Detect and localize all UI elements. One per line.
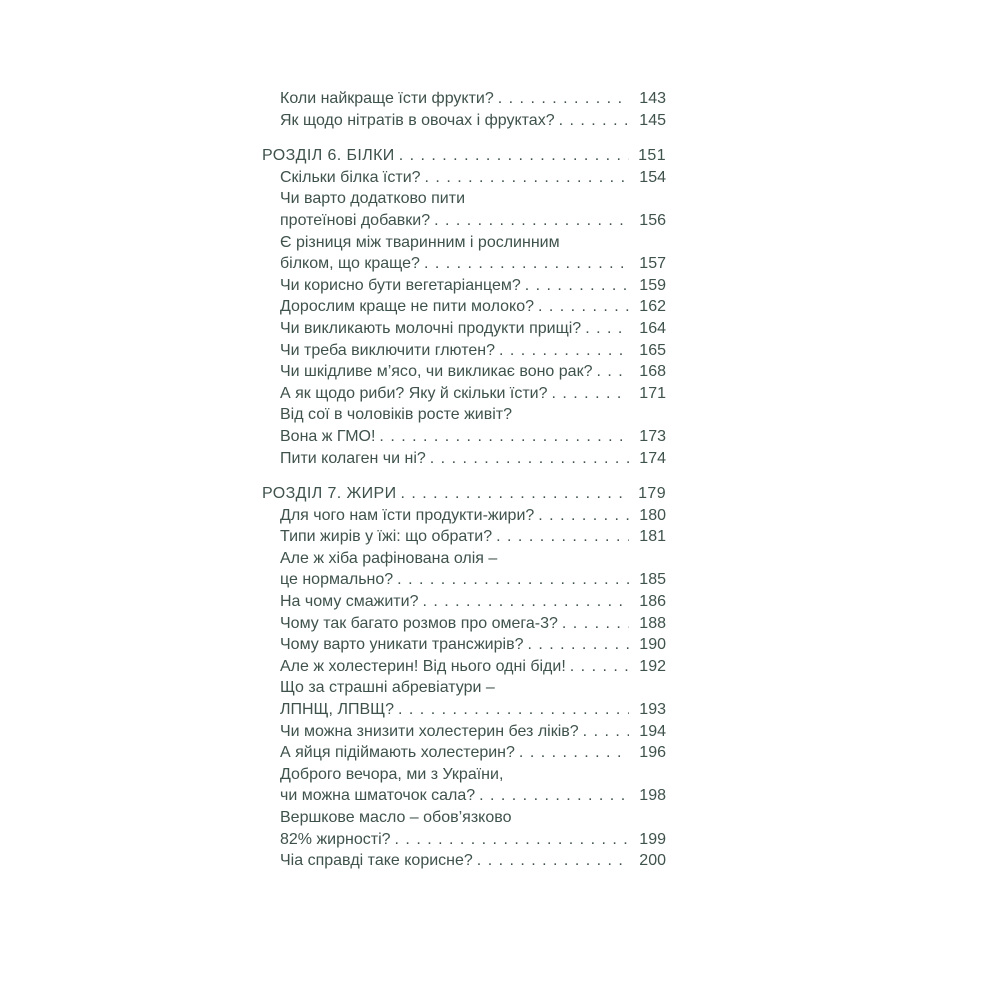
toc-entry-title: Є різниця між тваринним і рослинним <box>280 233 560 251</box>
dot-leader <box>596 361 629 383</box>
toc-line <box>262 210 666 232</box>
dot-leader <box>570 656 629 678</box>
toc-page-number: 164 <box>639 319 666 337</box>
dot-leader <box>538 505 629 527</box>
toc-line <box>262 361 666 383</box>
toc-entry-title: Вона ж ГМО! <box>280 427 376 445</box>
toc-entry-title: Що за страшні абревіатури – <box>280 679 495 697</box>
toc-line <box>262 721 666 743</box>
toc-page-number: 174 <box>639 449 666 467</box>
dot-leader <box>434 210 629 232</box>
toc-page-number: 171 <box>639 384 666 402</box>
toc-chapter-heading <box>262 145 666 167</box>
toc-entry-title: Чи викликають молочні продукти прищі? <box>280 319 582 337</box>
toc-entry-title: На чому смажити? <box>280 593 419 611</box>
toc-chapter-heading <box>262 483 666 505</box>
dot-leader <box>477 850 629 872</box>
toc-page-number: 194 <box>639 722 666 740</box>
dot-leader <box>583 721 629 743</box>
toc-page-number: 199 <box>639 830 666 848</box>
toc-line <box>262 318 666 340</box>
toc-line <box>262 656 666 678</box>
dot-leader <box>430 448 629 470</box>
toc-chapter-title: РОЗДІЛ 6. БІЛКИ <box>262 147 395 165</box>
toc-page-number: 200 <box>639 852 666 870</box>
dot-leader <box>424 253 629 275</box>
toc-page-number: 186 <box>639 593 666 611</box>
dot-leader <box>562 613 629 635</box>
dot-leader <box>401 483 630 505</box>
dot-leader <box>425 167 629 189</box>
toc-entry-title: білком, що краще? <box>280 255 420 273</box>
dot-leader <box>397 569 629 591</box>
toc-line <box>262 404 666 426</box>
toc-page-number: 179 <box>638 485 666 503</box>
toc-entry-title: Дорослим краще не пити молоко? <box>280 298 534 316</box>
toc-entry-title: Чому так багато розмов про омега-3? <box>280 614 558 632</box>
toc-page-number: 165 <box>639 341 666 359</box>
toc-entry-title: 82% жирності? <box>280 830 391 848</box>
toc-line <box>262 296 666 318</box>
toc-line <box>262 426 666 448</box>
toc-page-number: 192 <box>639 657 666 675</box>
toc-list <box>262 88 666 872</box>
toc-line <box>262 110 666 132</box>
dot-leader <box>525 275 629 297</box>
toc-page-number: 173 <box>639 427 666 445</box>
toc-line <box>262 807 666 829</box>
toc-page-number: 157 <box>639 255 666 273</box>
dot-leader <box>379 426 629 448</box>
toc-line <box>262 569 666 591</box>
toc-page-number: 181 <box>639 528 666 546</box>
toc-entry-title: Чи треба виключити глютен? <box>280 341 495 359</box>
toc-line <box>262 448 666 470</box>
toc-line <box>262 505 666 527</box>
toc-entry-title: Для чого нам їсти продукти-жири? <box>280 506 535 524</box>
toc-page-number: 143 <box>639 90 666 107</box>
toc-line <box>262 699 666 721</box>
toc-chapter-title: РОЗДІЛ 7. ЖИРИ <box>262 485 397 503</box>
toc-entry-title: Від сої в чоловіків росте живіт? <box>280 406 512 424</box>
toc-line <box>262 167 666 189</box>
dot-leader <box>499 340 629 362</box>
toc-page-number: 145 <box>639 111 666 129</box>
toc-entry-title: Але ж холестерин! Від нього одні біди! <box>280 657 566 675</box>
toc-line <box>262 829 666 851</box>
toc-entry-title: Чи корисно бути вегетаріанцем? <box>280 276 521 294</box>
toc-page-number: 196 <box>639 744 666 762</box>
dot-leader <box>398 699 629 721</box>
dot-leader <box>552 383 630 405</box>
toc-entry-title: ЛПНЩ, ЛПВЩ? <box>280 701 395 719</box>
toc-page-number: 156 <box>639 211 666 229</box>
toc-line <box>262 785 666 807</box>
toc-entry-title: Скільки білка їсти? <box>280 168 421 186</box>
toc-entry-title: Доброго вечора, ми з України, <box>280 765 504 783</box>
toc-page-number: 198 <box>639 787 666 805</box>
toc-line <box>262 383 666 405</box>
toc-page-number: 193 <box>639 701 666 719</box>
toc-line <box>262 764 666 786</box>
toc-entry-title: Як щодо нітратів в овочах і фруктах? <box>280 111 555 129</box>
toc-entry-title: А яйця підіймають холестерин? <box>280 744 515 762</box>
toc-line <box>262 253 666 275</box>
toc-entry-title: Типи жирів у їжі: що обрати? <box>280 528 493 546</box>
toc-entry-title: Пити колаген чи ні? <box>280 449 426 467</box>
dot-leader <box>559 110 629 132</box>
toc-line <box>262 548 666 570</box>
toc-entry-title: Чому варто уникати трансжирів? <box>280 636 524 654</box>
toc-line <box>262 850 666 872</box>
toc-line <box>262 526 666 548</box>
dot-leader <box>498 88 629 110</box>
toc-page-number: 159 <box>639 276 666 294</box>
toc-entry-title: чи можна шматочок сала? <box>280 787 476 805</box>
toc-entry-title: Чи можна знизити холестерин без ліків? <box>280 722 579 740</box>
toc-line <box>262 88 666 110</box>
dot-leader <box>519 742 629 764</box>
dot-leader <box>585 318 629 340</box>
toc-entry-title: Чи шкідливе м’ясо, чи викликає воно рак? <box>280 363 593 381</box>
dot-leader <box>399 145 629 167</box>
toc-entry-title: це нормально? <box>280 571 394 589</box>
toc-line <box>262 677 666 699</box>
toc-page-number: 185 <box>639 571 666 589</box>
toc-line <box>262 613 666 635</box>
toc-line <box>262 634 666 656</box>
dot-leader <box>479 785 629 807</box>
toc-line <box>262 188 666 210</box>
dot-leader <box>496 526 629 548</box>
toc-page-number: 162 <box>639 298 666 316</box>
toc-entry-title: Чіа справді таке корисне? <box>280 852 473 870</box>
toc-page-number: 180 <box>639 506 666 524</box>
toc-page-number: 168 <box>639 363 666 381</box>
toc-page-number: 188 <box>639 614 666 632</box>
toc-entry-title: Вершкове масло – обов’язково <box>280 809 512 826</box>
toc-line <box>262 340 666 362</box>
toc-entry-title: протеїнові добавки? <box>280 211 431 229</box>
toc-line <box>262 232 666 254</box>
dot-leader <box>395 829 629 851</box>
toc-line <box>262 591 666 613</box>
toc-page-number: 151 <box>638 147 666 165</box>
toc-entry-title: А як щодо риби? Яку й скільки їсти? <box>280 384 548 402</box>
dot-leader <box>422 591 629 613</box>
toc-page-number: 154 <box>639 168 666 186</box>
toc-entry-title: Коли найкраще їсти фрукти? <box>280 90 494 107</box>
dot-leader <box>538 296 629 318</box>
toc-entry-title: Але ж хіба рафінована олія – <box>280 549 498 567</box>
toc-entry-title: Чи варто додатково пити <box>280 190 466 208</box>
toc-page-number: 190 <box>639 636 666 654</box>
dot-leader <box>527 634 629 656</box>
toc-line <box>262 275 666 297</box>
toc-line <box>262 742 666 764</box>
